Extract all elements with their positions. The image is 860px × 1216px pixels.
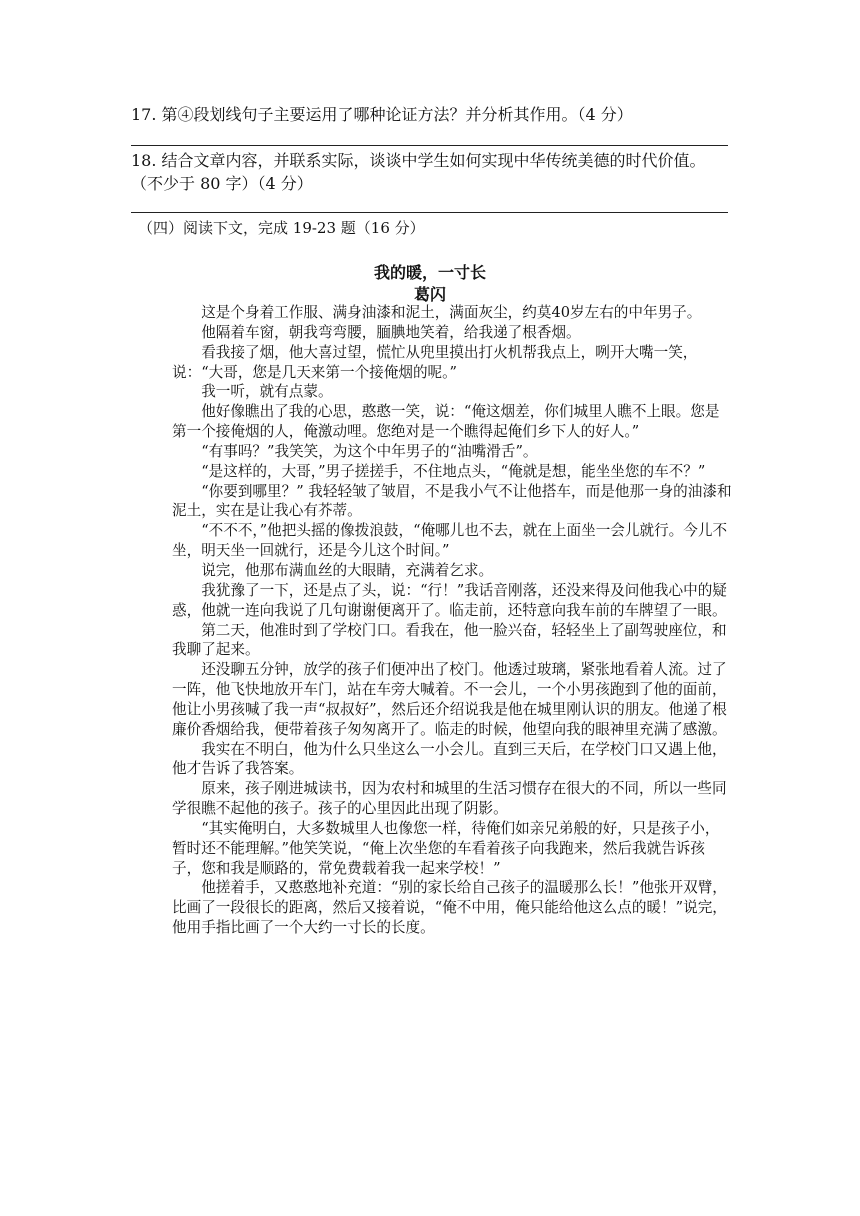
story-paragraph: 他搓着手，又憨憨地补充道：“别的家长给自己孩子的温暖那么长！”他张开双臂，比画了一段很长的距离，然后又接着说，“俺不中用，俺只能给他这么点的暖！”说完，他用手指比画了一个大约一寸长的长度。 xyxy=(172,879,727,937)
story-paragraph: “你要到哪里？” 我轻轻皱了皱眉，不是我小气不让他搭车，而是他那一身的油漆和泥土，实在是让我心有芥蒂。 xyxy=(172,482,732,520)
story-paragraph: 这是个身着工作服、满身油漆和泥土，满面灰尘，约莫40岁左右的中年男子。 xyxy=(201,304,702,321)
answer-line-18 xyxy=(131,212,728,213)
story-paragraph: 看我接了烟，他大喜过望，慌忙从兜里摸出打火机帮我点上，咧开大嘴一笑，说：“大哥，您是几天来第一个接俺烟的呢。” xyxy=(172,343,698,381)
story-body xyxy=(172,303,732,938)
section-heading: （四）阅读下文，完成 19-23 题（16 分） xyxy=(138,219,425,237)
question-18-line-1: 18. 结合文章内容，并联系实际，谈谈中学生如何实现中华传统美德的时代价值。 xyxy=(131,151,706,170)
story-paragraph: “不不不，”他把头摇的像拨浪鼓，“俺哪儿也不去，就在上面坐一会儿就行。今儿不坐，明天坐一回就行，还是今儿这个时间。” xyxy=(172,522,728,560)
story-paragraph: 我一听，就有点蒙。 xyxy=(201,383,333,401)
story-paragraph: “有事吗？”我笑笑，为这个中年男子的“油嘴滑舌”。 xyxy=(201,442,538,460)
story-paragraph: 他隔着车窗，朝我弯弯腰，腼腆地笑着，给我递了根香烟。 xyxy=(201,323,581,341)
question-18-line-2: （不少于 80 字）（4 分） xyxy=(131,174,313,193)
story-author: 葛闪 xyxy=(413,285,446,304)
answer-line-17 xyxy=(131,145,728,146)
story-paragraph: 我犹豫了一下，还是点了头，说：“行！”我话音刚落，还没来得及问他我心中的疑惑，他就一连向我说了几句谢谢便离开了。临走前，还特意向我车前的车牌望了一眼。 xyxy=(172,581,727,619)
story-paragraph: “其实俺明白，大多数城里人也像您一样，待俺们如亲兄弟般的好，只是孩子小，暂时还不能理解。”他笑笑说，“俺上次坐您的车看着孩子向我跑来，然后我就告诉孩子，您和我是顺路的，常免费载着我一起来学校！” xyxy=(172,819,720,877)
story-paragraph: 原来，孩子刚进城读书，因为农村和城里的生活习惯存在很大的不同，所以一些同学很瞧不起他的孩子。孩子的心里因此出现了阴影。 xyxy=(172,780,727,818)
question-17: 17. 第④段划线句子主要运用了哪种论证方法？并分析其作用。（4 分） xyxy=(131,105,633,124)
story-paragraph: 第二天，他准时到了学校门口。看我在，他一脸兴奋，轻轻坐上了副驾驶座位，和我聊了起来。 xyxy=(172,621,727,659)
story-paragraph: 说完，他那布满血丝的大眼睛，充满着乞求。 xyxy=(201,561,494,579)
story-paragraph: 我实在不明白，他为什么只坐这么一小会儿。直到三天后，在学校门口又遇上他，他才告诉了我答案。 xyxy=(172,740,727,778)
story-paragraph: “是这样的，大哥，”男子搓搓手，不住地点头，“俺就是想，能坐坐您的车不？” xyxy=(201,462,706,480)
story-paragraph: 还没聊五分钟，放学的孩子们便冲出了校门。他透过玻璃，紧张地看着人流。过了一阵，他飞快地放开车门，站在车旁大喊着。不一会儿，一个小男孩跑到了他的面前，他让小男孩喊了我一声“叔叔好”，然后还介绍说我是他在城里刚认识的朋友。他递了根廉价香烟给我，便带着孩子匆匆离开了。临走的时候，他望向我的眼神里充满了感激。 xyxy=(172,661,727,738)
story-title: 我的暖，一寸长 xyxy=(373,263,486,282)
story-paragraph: 他好像瞧出了我的心思，憨憨一笑，说：“俺这烟差，你们城里人瞧不上眼。您是第一个接俺烟的人，俺激动哩。您绝对是一个瞧得起俺们乡下人的好人。” xyxy=(172,403,720,441)
